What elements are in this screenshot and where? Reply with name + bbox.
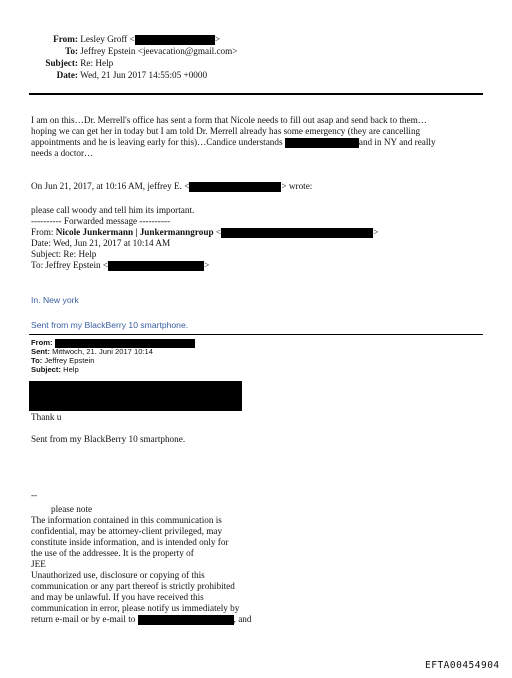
redaction-box (138, 615, 234, 625)
to-value: Jeffrey Epstein <jeevacation@gmail.com> (80, 46, 238, 56)
fwd-from-line (31, 227, 378, 238)
disclaimer-line-9: communication in error, please notify us immediately by (31, 603, 240, 613)
disclaimer-line-10-b: , and (233, 614, 252, 624)
disclaimer-line-4: the use of the addressee. It is the property of (31, 548, 194, 558)
fwd-to-line (31, 260, 209, 271)
from-value: Lesley Groff < (80, 34, 135, 44)
q2-subject-label: Subject: (31, 365, 61, 374)
fwd-subject-line: Subject: Re: Help (31, 249, 97, 259)
sent-from-blackberry-plain: Sent from my BlackBerry 10 smartphone. (31, 434, 186, 444)
header-subject-row (36, 57, 113, 69)
fwd-to-a: To: Jeffrey Epstein < (31, 260, 109, 270)
disclaimer-line-3: constitute inside information, and is intended only for (31, 537, 229, 547)
thank-u-text: Thank u (31, 412, 62, 422)
disclaimer-line-10 (31, 614, 252, 625)
q2-subject-row (31, 365, 79, 375)
redaction-box (108, 261, 204, 271)
redaction-box (135, 35, 215, 45)
body-line-3-a: appointments and he is leaving early for this)…Candice understands (31, 137, 283, 147)
disclaimer-line-6: Unauthorized use, disclosure or copying of this (31, 570, 205, 580)
body-line-1: I am on this…Dr. Merrell's office has sent a form that Nicole needs to fill out asap and send back to them… (31, 115, 427, 125)
header-date-row (36, 69, 207, 81)
in-new-york-text: In. New york (31, 295, 79, 305)
header-divider (29, 93, 483, 95)
subject-value: Re: Help (80, 58, 114, 68)
header-to-row (36, 45, 237, 57)
q2-sent-label: Sent: (31, 347, 50, 356)
sent-from-blackberry-text: Sent from my BlackBerry 10 smartphone. (31, 320, 189, 330)
body-line-4: needs a doctor… (31, 148, 94, 158)
q2-from-label: From: (31, 338, 53, 347)
header-from-row (36, 33, 220, 45)
signature-dashes: -- (31, 490, 38, 500)
disclaimer-line-10-a: return e-mail or by e-mail to (31, 614, 136, 624)
quote-on-line (31, 181, 312, 192)
quote-on-line-b: > wrote: (281, 181, 313, 191)
fwd-from-close: > (373, 227, 379, 237)
fwd-from-open: < (215, 227, 222, 237)
to-label: To: (65, 46, 78, 56)
disclaimer-line-5: JEE (31, 559, 46, 569)
redaction-box (189, 182, 281, 192)
disclaimer-line-2: confidential, may be attorney-client privileged, may (31, 526, 223, 536)
body-line-2: hoping we can get her in today but I am told Dr. Merrell already has some emergency (they are cancelling (31, 126, 421, 136)
from-label: From: (53, 34, 78, 44)
body-line-3-b: and in NY and really (358, 137, 436, 147)
quote-on-line-a: On Jun 21, 2017, at 10:16 AM, jeffrey E. < (31, 181, 190, 191)
q2-sent-value: Mittwoch, 21. Juni 2017 10:14 (52, 347, 154, 356)
redaction-box (285, 138, 359, 148)
quote-divider (29, 334, 483, 335)
fwd-from-label: From: (31, 227, 54, 237)
fwd-date-line: Date: Wed, Jun 21, 2017 at 10:14 AM (31, 238, 171, 248)
fwd-to-b: > (204, 260, 210, 270)
subject-label: Subject: (45, 58, 78, 68)
disclaimer-line-7: communication or any part thereof is strictly prohibited (31, 581, 235, 591)
q2-to-value: Jeffrey Epstein (44, 356, 95, 365)
body-line-3 (31, 137, 436, 148)
disclaimer-line-1: The information contained in this communication is (31, 515, 222, 525)
please-note-text: please note (51, 504, 93, 514)
disclaimer-line-8: and may be unlawful. If you have received this (31, 592, 204, 602)
redaction-block (29, 381, 242, 411)
bates-number: EFTA00454904 (425, 660, 500, 671)
date-value: Wed, 21 Jun 2017 14:55:05 +0000 (80, 70, 208, 80)
q2-to-label: To: (31, 356, 43, 365)
date-label: Date: (56, 70, 78, 80)
q2-subject-value: Help (63, 365, 79, 374)
quote-call-line: please call woody and tell him its important. (31, 205, 195, 215)
redaction-box (221, 228, 373, 238)
fwd-from-value: Nicole Junkermann | Junkermanngroup (55, 227, 214, 237)
from-close: > (214, 34, 220, 44)
forwarded-line: ---------- Forwarded message ---------- (31, 216, 171, 226)
